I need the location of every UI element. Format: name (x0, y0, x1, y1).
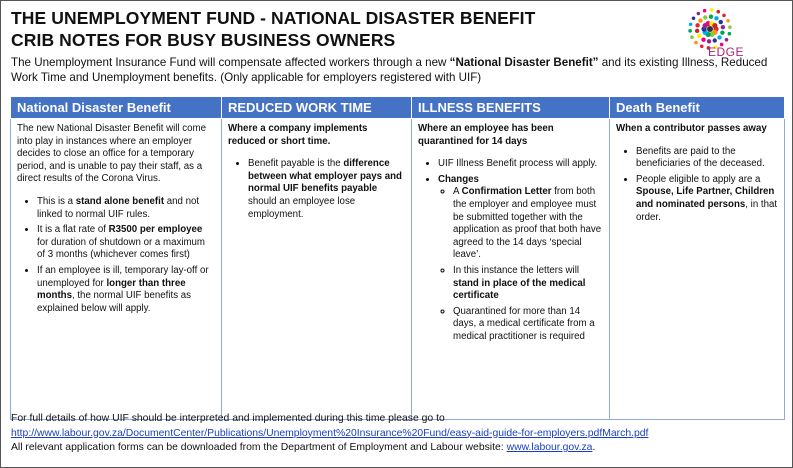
reduced-work-list (228, 158, 405, 221)
header-reduced-work-time: REDUCED WORK TIME (222, 97, 412, 119)
intro-bold: “National Disaster Benefit” (449, 56, 599, 69)
sublist-item: ◦ Quarantined for more than 14 days, a medical certificate from a medical practitioner is required (453, 306, 603, 344)
list-item: • People eligible to apply are a Spouse, Life Partner, Children and nominated persons, in that order. (636, 174, 778, 224)
labour-website-link[interactable]: www.labour.gov.za (506, 442, 593, 454)
header-national-disaster: National Disaster Benefit (11, 97, 222, 119)
national-disaster-list (17, 196, 215, 315)
list-item: • Benefits are paid to the beneficiaries of the deceased. (636, 146, 778, 171)
death-intro: When a contributor passes away (616, 123, 767, 134)
table-body-row (11, 119, 785, 420)
list-item: • Benefit payable is the difference between what employer pays and normal UIF benefits payable should an employee lose employment. (248, 158, 405, 221)
title-line-1: THE UNEMPLOYMENT FUND - NATIONAL DISASTER BENEFIT (11, 8, 536, 28)
list-item: • It is a flat rate of R3500 per employee for duration of shutdown or a maximum of 3 months (whichever comes first) (37, 224, 215, 262)
header-illness-benefits: ILLNESS BENEFITS (412, 97, 610, 119)
list-item: • UIF Illness Benefit process will apply. (438, 158, 603, 171)
list-item: • If an employee is ill, temporary lay-off or unemployed for longer than three months, the normal UIF benefits as explained below will apply. (37, 265, 215, 315)
intro-text-2: and its existing Illness, Reduced Work Time and Unemployment benefits. (Only applicable for employers registered with UIF) (11, 56, 768, 84)
header-death-benefit: Death Benefit (610, 97, 785, 119)
sublist-item: ◦ A Confirmation Letter from both the employer and employee must be submitted together with the application as proof that both have agreed to the 14 days ‘special leave’. (453, 186, 603, 262)
benefits-table (10, 96, 785, 420)
list-item: • This is a stand alone benefit and not linked to normal UIF rules. (37, 196, 215, 221)
cell-death-benefit (610, 119, 785, 420)
uif-guide-link[interactable]: http://www.labour.gov.za/DocumentCenter/Publications/Unemployment%20Insurance%20Fund/easy-aid-guide-for-employers.pdfMarch.pdf (11, 427, 649, 439)
footer (11, 412, 781, 456)
footer-line-3: All relevant application forms can be downloaded from the Department of Employment and Labour website: www.labour.gov.za. (11, 442, 596, 454)
cell-illness-benefits (412, 119, 610, 420)
logo-text: EDGE (708, 45, 745, 59)
footer-line-1: For full details of how UIF should be interpreted and implemented during this time please go to (11, 413, 445, 424)
changes-sublist (438, 186, 603, 343)
sublist-item: ◦ In this instance the letters will stand in place of the medical certificate (453, 265, 603, 303)
cell-national-disaster (11, 119, 222, 420)
list-item: • Changes ◦ A Confirmation Letter from both the employer and employee must be submitted together with the application as proof that both have agreed to the 14 days ‘special leave’. ◦ In this instance the letters will stand in place of the medical certificate ◦ Quarantined for more than 14 days, a medical certificate from a medical practitioner is required (438, 174, 603, 344)
document-title (11, 7, 535, 51)
intro-paragraph (11, 56, 771, 85)
intro-text-1: The Unemployment Insurance Fund will compensate affected workers through a new (11, 56, 450, 69)
reduced-work-intro: Where a company implements reduced or short time. (228, 123, 368, 147)
title-line-2: CRIB NOTES FOR BUSY BUSINESS OWNERS (11, 30, 396, 50)
illness-list (418, 158, 603, 343)
illness-intro: Where an employee has been quarantined for 14 days (418, 123, 554, 147)
national-disaster-intro: The new National Disaster Benefit will come into play in instances where an employer decides to close an office for a temporary period, and is unable to pay their staff, as a direct results of the Corona Virus. (17, 123, 206, 185)
table-header-row (11, 97, 785, 119)
death-list (616, 146, 778, 225)
cell-reduced-work-time (222, 119, 412, 420)
